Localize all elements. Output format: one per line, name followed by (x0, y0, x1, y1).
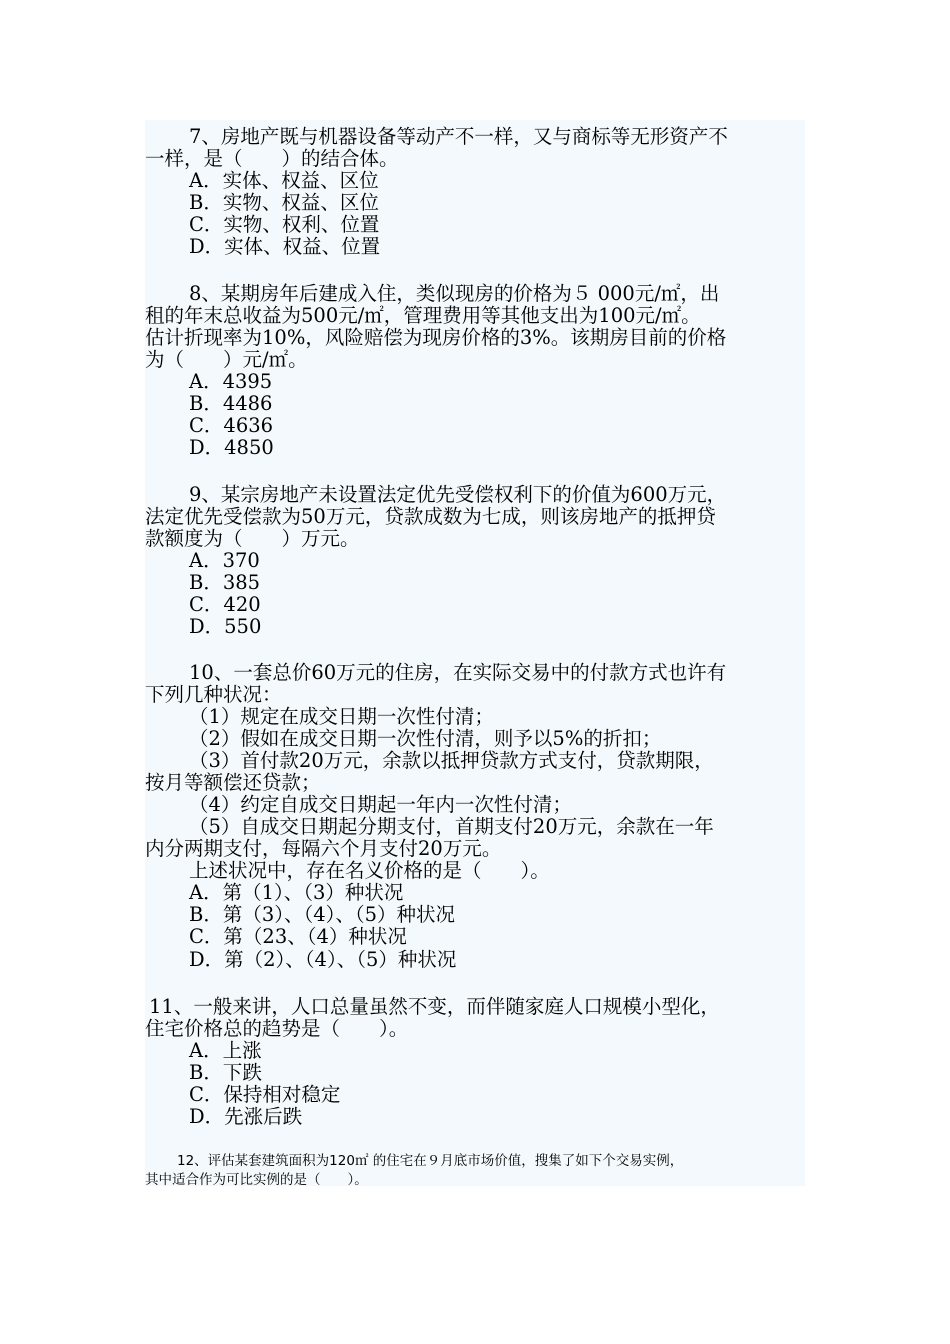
question-8-option-a: A．4395 (189, 370, 273, 393)
question-8-option-d: D．4850 (189, 436, 274, 459)
question-11-stem-line-1: 11、一般来讲，人口总量虽然不变，而伴随家庭人口规模小型化， (149, 995, 720, 1018)
question-8-stem-line-2: 租的年末总收益为500元/㎡，管理费用等其他支出为100元/㎡。 (145, 304, 701, 327)
question-7-stem-line-1: 7、房地产既与机器设备等动产不一样，又与商标等无形资产不 (189, 125, 728, 148)
question-9-option-b: B．385 (189, 571, 261, 594)
question-7-option-c: C．实物、权利、位置 (189, 213, 380, 236)
question-9-option-c: C．420 (189, 593, 261, 616)
question-10-case-3: （3）首付款20万元，余款以抵押贷款方式支付，贷款期限， (189, 749, 714, 772)
question-7-option-b: B．实物、权益、区位 (189, 191, 379, 214)
question-11-option-c: C．保持相对稳定 (189, 1083, 341, 1106)
question-7-stem-line-2: 一样，是（ ）的结合体。 (145, 147, 399, 170)
question-10-case-5-cont: 内分两期支付，每隔六个月支付20万元。 (145, 837, 502, 860)
question-10-option-b: B．第（3）、（4）、（5）种状况 (189, 903, 456, 926)
question-9-option-d: D．550 (189, 615, 262, 638)
question-7-option-a: A．实体、权益、区位 (189, 169, 379, 192)
question-12-stem-line-2: 其中适合作为可比实例的是（ ）。 (145, 1172, 368, 1188)
question-11-option-a: A．上涨 (189, 1039, 262, 1062)
question-11-option-d: D．先涨后跌 (189, 1105, 303, 1128)
question-10-stem-line-1: 10、一套总价60万元的住房，在实际交易中的付款方式也许有 (189, 661, 727, 684)
question-10-case-4: （4）约定自成交日期起一年内一次性付清； (189, 793, 572, 816)
question-9-stem-line-1: 9、某宗房地产未设置法定优先受偿权利下的价值为600万元， (189, 483, 727, 506)
question-10-case-5: （5）自成交日期起分期支付，首期支付20万元，余款在一年 (189, 815, 714, 838)
question-8-stem-line-3: 估计折现率为10%，风险赔偿为现房价格的3%。该期房目前的价格 (145, 326, 727, 349)
question-8-stem-line-1: 8、某期房年后建成入住，类似现房的价格为５ 000元/㎡，出 (189, 282, 720, 305)
question-9-option-a: A．370 (189, 549, 260, 572)
question-7-option-d: D．实体、权益、位置 (189, 235, 381, 258)
question-10-case-1: （1）规定在成交日期一次性付清； (189, 705, 494, 728)
question-10-option-c: C．第（23、（4）种状况 (189, 925, 407, 948)
question-8-option-b: B．4486 (189, 392, 273, 415)
question-9-stem-line-3: 款额度为（ ）万元。 (145, 527, 360, 550)
document-page (145, 120, 805, 1186)
question-10-case-3-cont: 按月等额偿还贷款； (145, 771, 321, 794)
question-8-option-c: C．4636 (189, 414, 274, 437)
question-10-case-2: （2）假如在成交日期一次性付清，则予以5%的折扣； (189, 727, 662, 750)
question-11-option-b: B．下跌 (189, 1061, 262, 1084)
question-10-option-d: D．第（2）、（4）、（5）种状况 (189, 948, 457, 971)
question-11-stem-line-2: 住宅价格总的趋势是（ ）。 (145, 1017, 409, 1040)
question-12-stem-line-1: 12、评估某套建筑面积为120㎡ 的住宅在９月底市场价值，搜集了如下个交易实例， (177, 1153, 684, 1169)
question-10-prompt: 上述状况中，存在名义价格的是（ ）。 (189, 859, 550, 882)
question-8-stem-line-4: 为（ ）元/㎡。 (145, 348, 308, 371)
question-10-stem-line-2: 下列几种状况： (145, 683, 282, 706)
question-9-stem-line-2: 法定优先受偿款为50万元，贷款成数为七成，则该房地产的抵押贷 (145, 505, 716, 528)
question-10-option-a: A．第（1）、（3）种状况 (189, 881, 404, 904)
